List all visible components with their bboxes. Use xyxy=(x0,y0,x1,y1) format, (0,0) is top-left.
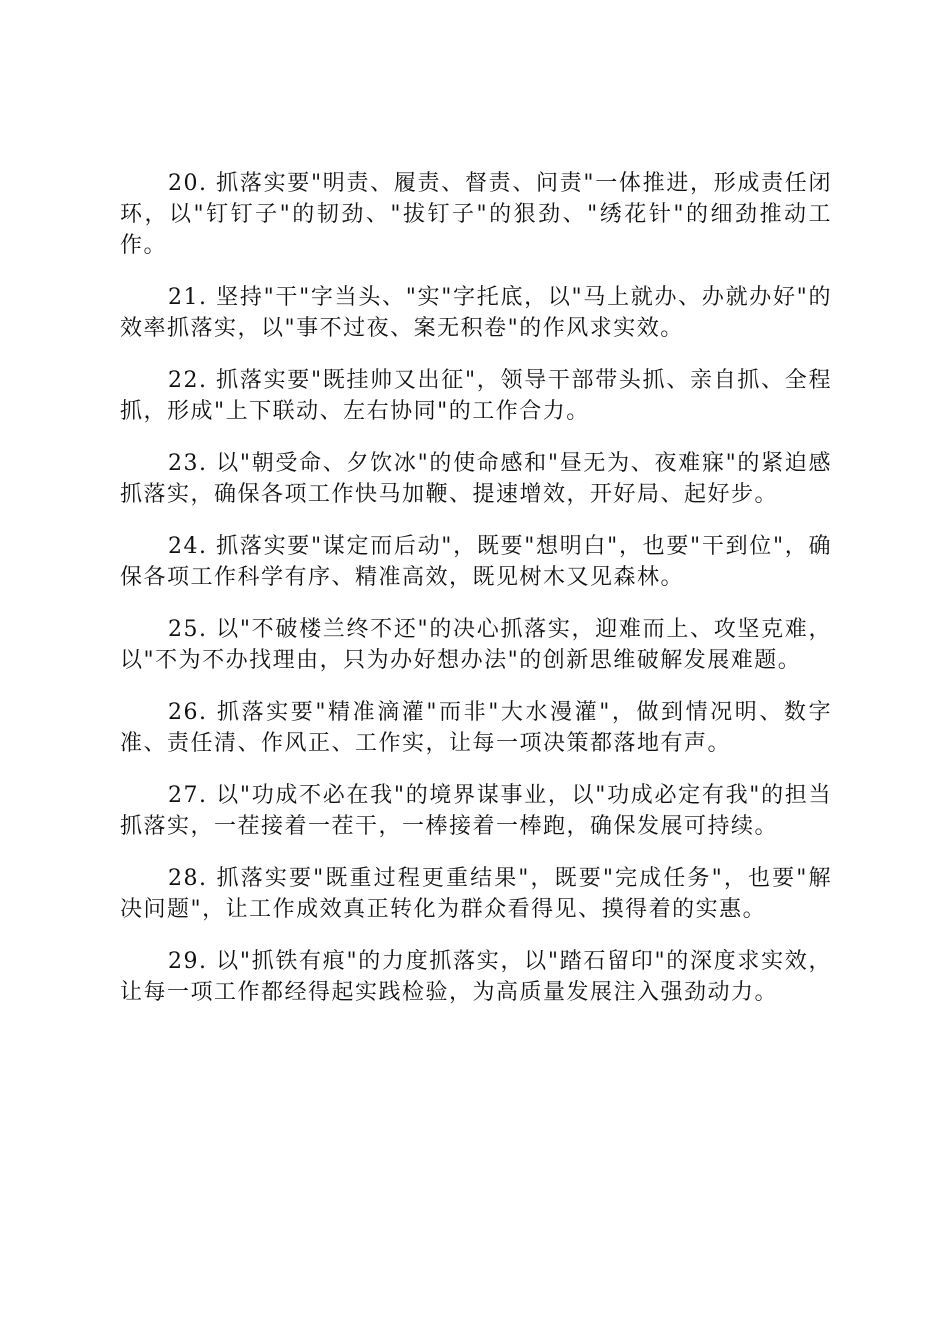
paragraph-29: 29. 以"抓铁有痕"的力度抓落实，以"踏石留印"的深度求实效，让每一项工作都经得起实践检验，为高质量发展注入强劲动力。 xyxy=(120,949,832,1005)
paragraph-24: 24. 抓落实要"谋定而后动"，既要"想明白"，也要"干到位"，确保各项工作科学有序、精准高效，既见树木又见森林。 xyxy=(120,534,832,590)
document-body xyxy=(120,168,832,1029)
paragraph-27: 27. 以"功成不必在我"的境界谋事业，以"功成必定有我"的担当抓落实，一茬接着一茬干，一棒接着一棒跑，确保发展可持续。 xyxy=(120,783,832,839)
paragraph-20: 20. 抓落实要"明责、履责、督责、问责"一体推进，形成责任闭环，以"钉钉子"的韧劲、"拔钉子"的狠劲、"绣花针"的细劲推动工作。 xyxy=(120,171,832,258)
paragraph-26: 26. 抓落实要"精准滴灌"而非"大水漫灌"，做到情况明、数字准、责任清、作风正、工作实，让每一项决策都落地有声。 xyxy=(120,700,832,756)
paragraph-22: 22. 抓落实要"既挂帅又出征"，领导干部带头抓、亲自抓、全程抓，形成"上下联动、左右协同"的工作合力。 xyxy=(120,368,832,424)
paragraph-23: 23. 以"朝受命、夕饮冰"的使命感和"昼无为、夜难寐"的紧迫感抓落实，确保各项工作快马加鞭、提速增效，开好局、起好步。 xyxy=(120,451,832,507)
paragraph-21: 21. 坚持"干"字当头、"实"字托底，以"马上就办、办就办好"的效率抓落实，以"事不过夜、案无积卷"的作风求实效。 xyxy=(120,285,832,341)
paragraph-25: 25. 以"不破楼兰终不还"的决心抓落实，迎难而上、攻坚克难，以"不为不办找理由，只为办好想办法"的创新思维破解发展难题。 xyxy=(120,617,832,673)
paragraph-28: 28. 抓落实要"既重过程更重结果"，既要"完成任务"，也要"解决问题"，让工作成效真正转化为群众看得见、摸得着的实惠。 xyxy=(120,866,832,922)
